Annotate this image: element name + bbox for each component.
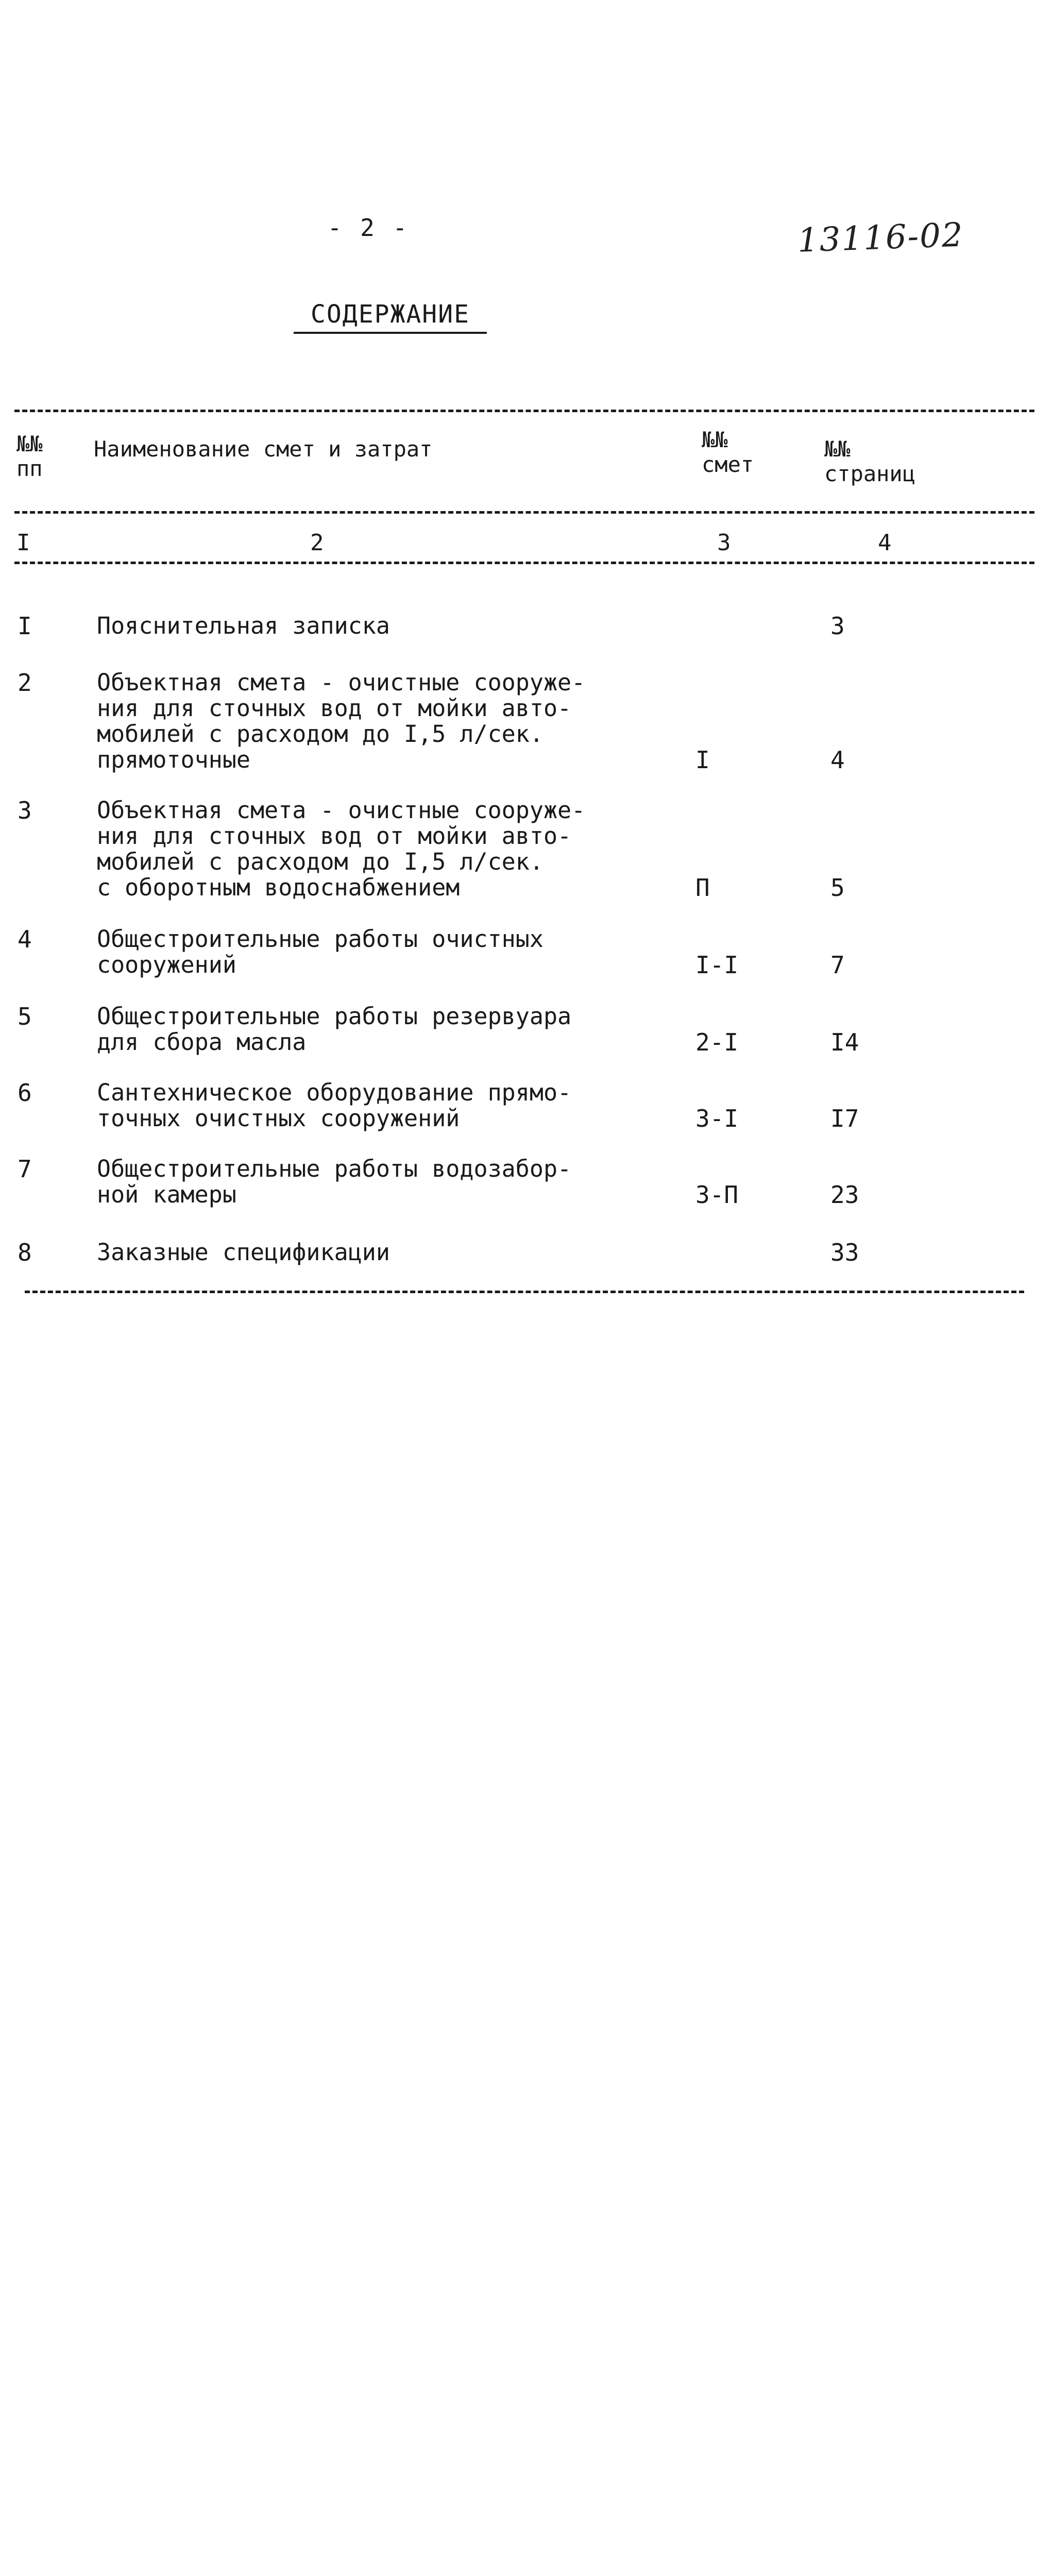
row-smeta: I-I [695,951,739,979]
column-number-2: 2 [308,530,326,556]
row-name: Пояснительная записка [97,612,390,639]
row-number: 7 [18,1155,32,1183]
header-pages-text: №№ страниц [824,436,916,486]
column-number-3: 3 [715,530,733,556]
column-number-1: I [14,530,32,556]
row-page: 5 [830,874,845,902]
column-number-4: 4 [876,530,894,556]
row-smeta: П [695,874,710,902]
row-number: 3 [18,796,32,824]
row-name: Объектная смета - очистные сооруже- ния для сточных вод от мойки авто- мобилей с расходом до I,5 л/сек. прямоточные [97,669,586,773]
row-smeta: I [695,746,710,774]
row-page: 7 [830,951,845,979]
page-number: - 2 - [327,214,410,242]
row-page: 4 [830,746,845,774]
row-name: Общестроительные работы водозабор- ной камеры [97,1155,572,1208]
row-page: I7 [830,1105,859,1132]
row-number: 5 [18,1003,32,1030]
row-smeta: 3-I [695,1105,739,1132]
document-code: 13116-02 [796,216,964,260]
row-page: 33 [830,1239,859,1266]
row-number: 6 [18,1079,32,1107]
row-number: I [18,612,32,640]
header-number-text: №№ пп [16,431,43,481]
document-title: СОДЕРЖАНИЕ [294,300,487,334]
row-name: Общестроительные работы резервуара для сбора масла [97,1003,572,1056]
header-name: Наименование смет и затрат [94,436,433,462]
row-name: Общестроительные работы очистных сооружений [97,925,544,978]
row-name: Заказные спецификации [97,1239,390,1266]
table-bottom-rule [25,1291,1024,1293]
header-smet-text: №№ смет [702,427,754,477]
row-page: 23 [830,1181,859,1209]
row-number: 4 [18,925,32,953]
row-number: 8 [18,1239,32,1266]
row-number: 2 [18,669,32,697]
row-smeta: 2-I [695,1028,739,1056]
row-page: I4 [830,1028,859,1056]
row-name: Сантехническое оборудование прямо- точных очистных сооружений [97,1079,572,1132]
row-name: Объектная смета - очистные сооруже- ния для сточных вод от мойки авто- мобилей с расходом до I,5 л/сек. с оборотным водоснабжением [97,796,586,901]
row-smeta: 3-П [695,1181,739,1209]
row-page: 3 [830,612,845,640]
